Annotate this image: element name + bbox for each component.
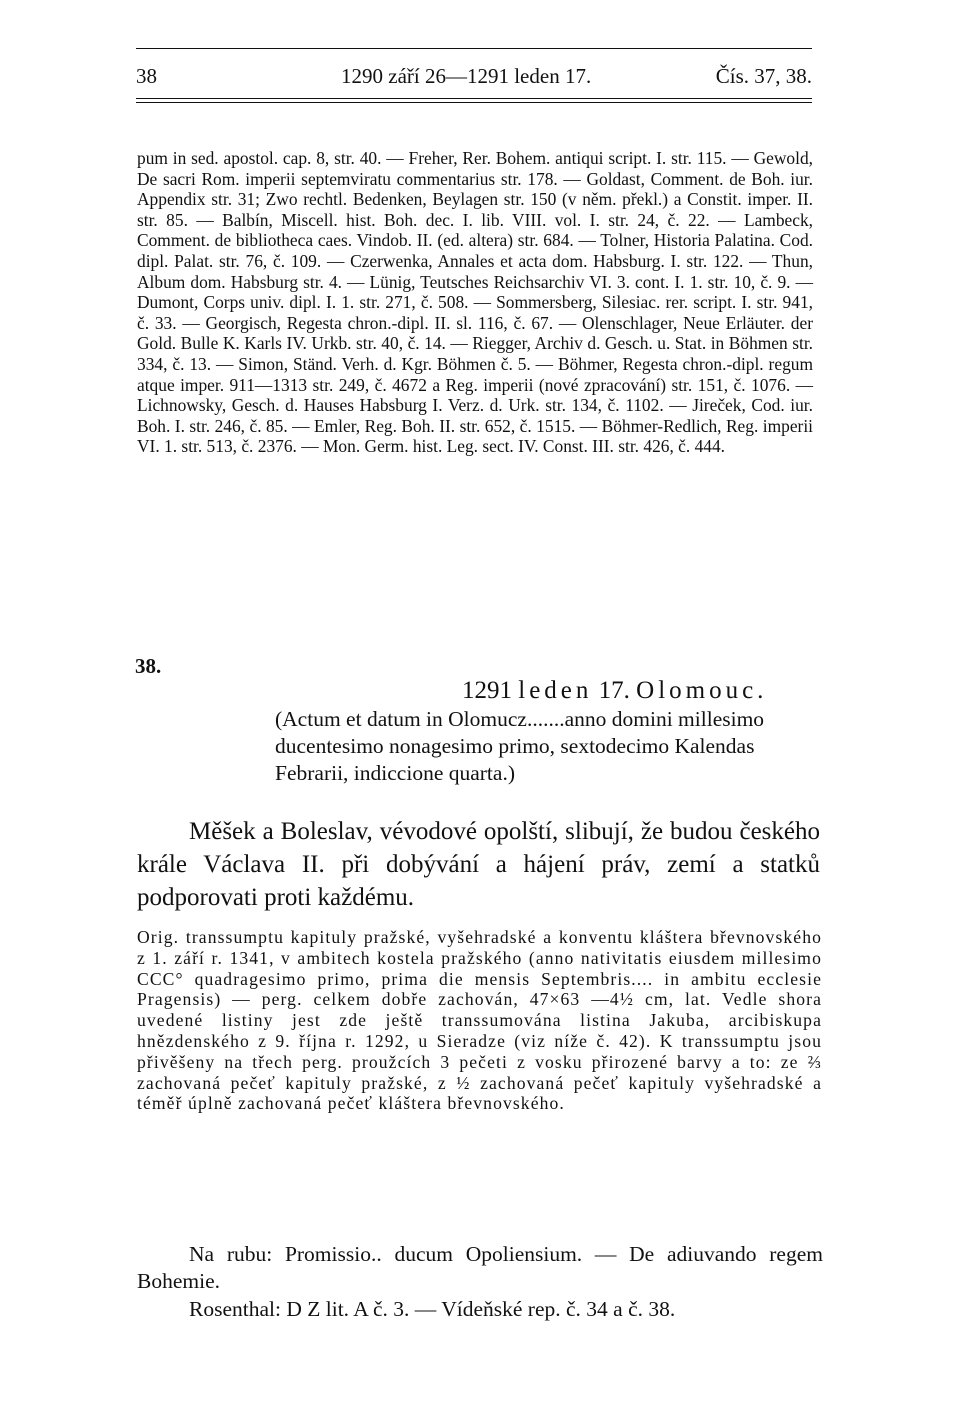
original-description: Orig. transsumptu kapituly pražské, vyšehradské a konventu kláštera břevnovského z 1. září r. 1341, v ambitech kostela pražského (anno nativitatis eiusdem millesimo CCC° quadragesimo primo, prima die mensis Septembris.... in ambitu ecclesie Pragensis) — perg. celkem dobře zachován, 47×63 —4½ cm, lat. Vedle shora uvedené listiny jest zde ještě transsumována listina Jakuba, arcibiskupa hnězdenského z 9. října r. 1292, u Sieradze (viz níže č. 42). K transsumptu jsou přivěšeny na třech perg. proužcích 3 pečeti z vosku přirozené barvy a to: ze ⅔ zachovaná pečeť kapituly pražské, z ½ zachovaná pečeť kapituly vyšehradské a téměř úplně zachovaná pečeť kláštera břevnovského. (137, 927, 822, 1114)
page-number: 38 (136, 64, 157, 88)
document-summary: Měšek a Boleslav, vévodové opolští, slibují, že budou českého krále Václava II. při dobývání a hájení práv, zemí a statků podporovati proti každému. (137, 818, 820, 911)
header-double-rule-lower (136, 102, 812, 103)
header-date-range: 1290 září 26—1291 leden 17. (341, 64, 592, 88)
rosenthal-note: Rosenthal: D Z lit. A č. 3. — Vídeňské rep. č. 34 a č. 38. (189, 1297, 676, 1321)
dateline-day: 17. (598, 677, 630, 704)
header-double-rule-upper (136, 98, 812, 99)
header-top-rule (136, 48, 812, 49)
header-document-numbers: Čís. 37, 38. (715, 64, 812, 88)
document-number: 38. (135, 654, 162, 678)
dateline-year: 1291 (462, 677, 512, 704)
document-dateline (462, 676, 820, 706)
verso-note: Na rubu: Promissio.. ducum Opoliensium. — De adiuvando regem Bohemie. (137, 1242, 823, 1293)
dateline-month: leden (518, 677, 593, 704)
dateline-place: Olomouc. (636, 677, 768, 704)
references-paragraph: pum in sed. apostol. cap. 8, str. 40. — Freher, Rer. Bohem. antiqui script. I. str. 115. — Gewold, De sacri Rom. imperii septemviratu commentarius str. 178. — Goldast, Comment. de Boh. iur. Appendix str. 31; Zwo rechtl. Bedenken, Beylagen str. 150 (v něm. překl.) a Constit. imper. II. str. 85. — Balbín, Miscell. hist. Boh. dec. I. lib. VIII. vol. I. str. 24, č. 22. — Lambeck, Comment. de bibliotheca caes. Vindob. II. (ed. altera) str. 684. — Tolner, Historia Palatina. Cod. dipl. Palat. str. 76, č. 109. — Czerwenka, Annales et acta dom. Habsburg. I. str. 122. — Thun, Album dom. Habsburg str. 4. — Lünig, Teutsches Reichsarchiv VI. 3. cont. I. 1. str. 10, č. 9. — Dumont, Corps univ. dipl. I. 1. str. 271, č. 508. — Sommersberg, Silesiac. rer. script. I. str. 941, č. 33. — Georgisch, Regesta chron.-dipl. II. sl. 116, č. 67. — Olenschlager, Neue Erläuter. der Gold. Bulle K. Karls IV. Urkb. str. 40, č. 14. — Riegger, Archiv d. Gesch. u. Stat. in Böhmen str. 334, č. 13. — Simon, Ständ. Verh. d. Kgr. Böhmen č. 5. — Böhmer, Regesta chron.-dipl. regum atque imper. 911—1313 str. 249, č. 4672 a Reg. imperii (nové zpracování) str. 151, č. 1076. — Lichnowsky, Gesch. d. Hauses Habsburg I. Verz. d. Urk. str. 134, č. 1102. — Jireček, Cod. iur. Boh. I. str. 246, č. 85. — Emler, Reg. Boh. II. str. 652, č. 1515. — Böhmer-Redlich, Reg. imperii VI. 1. str. 513, č. 2376. — Mon. Germ. hist. Leg. sect. IV. Const. III. str. 426, č. 444. (137, 148, 813, 457)
actum-formula: (Actum et datum in Olomucz.......anno domini millesimo ducentesimo nonagesimo primo, sextodecimo Kalendas Febrarii, indiccione quarta.) (275, 707, 765, 785)
running-header (136, 62, 812, 90)
